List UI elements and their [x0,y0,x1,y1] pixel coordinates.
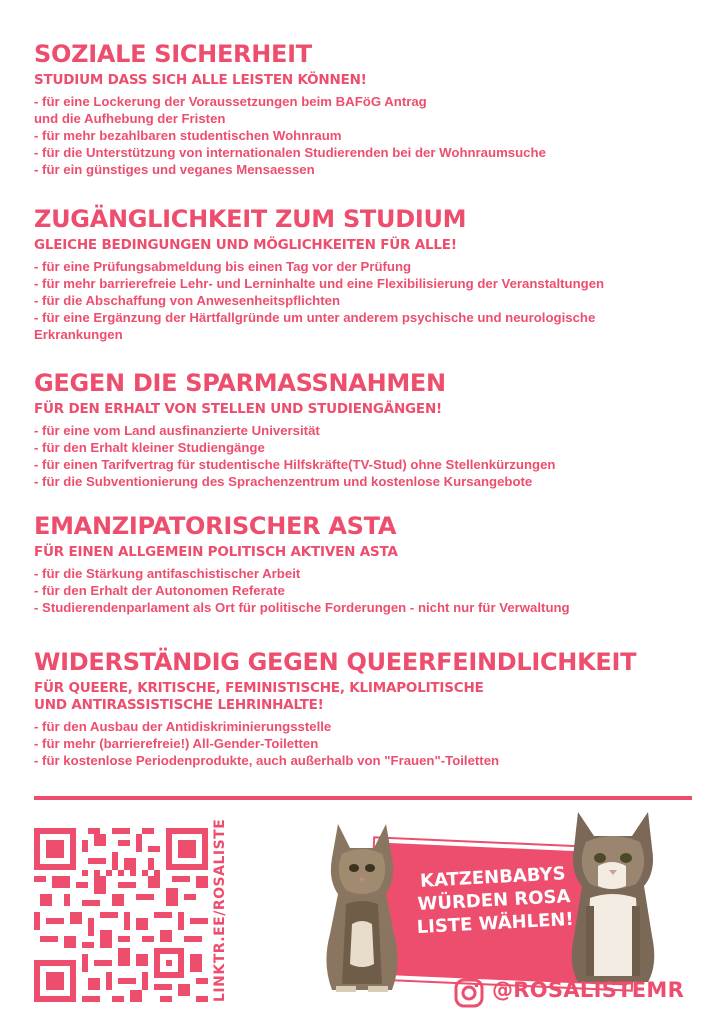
section-soziale-sicherheit [34,40,694,178]
list-item: und die Aufhebung der Fristen [34,111,226,126]
list-item: - für den Erhalt kleiner Studiengänge [34,440,265,455]
section-subtitle: FÜR DEN ERHALT VON STELLEN UND STUDIENGÄNGEN! [34,401,443,417]
section-title: ZUGÄNGLICHKEIT ZUM STUDIUM [34,205,467,233]
banner-line-2: WÜRDEN ROSA [417,886,571,915]
section-subtitle: FÜR EINEN ALLGEMEIN POLITISCH AKTIVEN ASTA [34,544,398,560]
list-item: Erkrankungen [34,327,123,342]
list-item: - für mehr bezahlbaren studentischen Wohnraum [34,128,342,143]
section-sparmassnahmen [34,369,694,490]
list-item: - für die Subventionierung des Sprachenzentrum und kostenlose Kursangebote [34,474,533,489]
section-subtitle: STUDIUM DASS SICH ALLE LEISTEN KÖNNEN! [34,72,367,88]
list-item: - für den Erhalt der Autonomen Referate [34,583,285,598]
section-subtitle: GLEICHE BEDINGUNGEN UND MÖGLICHKEITEN FÜR ALLE! [34,237,457,253]
list-item: - für eine Lockerung der Voraussetzungen beim BAFöG Antrag [34,94,427,109]
section-title: EMANZIPATORISCHER ASTA [34,512,397,540]
list-item: - für eine Ergänzung der Härtfallgründe um unter anderem psychische und neurologische [34,310,596,325]
divider [34,796,692,800]
section-emanzipatorischer-asta [34,512,694,616]
section-subtitle-line-2: UND ANTIRASSISTISCHE LEHRINHALTE! [34,697,324,713]
qr-code-icon[interactable] [34,828,208,1002]
kitten-photo-left [316,814,408,994]
section-queerfeindlichkeit [34,648,694,769]
list-item: - für mehr (barrierefreie!) All-Gender-Toiletten [34,736,319,751]
section-subtitle-line-1: FÜR QUEERE, KRITISCHE, FEMINISTISCHE, KLIMAPOLITISCHE [34,680,484,696]
linktree-url[interactable]: LINKTR.EE/ROSALISTE [212,818,228,1002]
instagram-link[interactable] [454,970,694,1014]
list-item: - für einen Tarifvertrag für studentische Hilfskräfte(TV-Stud) ohne Stellenkürzungen [34,457,556,472]
banner-line-1: KATZENBABYS [419,863,567,892]
list-item: - für ein günstiges und veganes Mensaessen [34,162,315,177]
banner-text [402,861,585,939]
list-item: - für den Ausbau der Antidiskriminierungsstelle [34,719,332,734]
section-title: GEGEN DIE SPARMASSNAHMEN [34,369,446,397]
list-item: - für die Unterstützung von internationalen Studierenden bei der Wohnraumsuche [34,145,546,160]
list-item: - für eine Prüfungsabmeldung bis einen Tag vor der Prüfung [34,259,412,274]
instagram-handle[interactable]: @ROSALISTEMR [492,978,685,1002]
list-item: - für eine vom Land ausfinanzierte Universität [34,423,320,438]
list-item: - Studierendenparlament als Ort für politische Forderungen - nicht nur für Verwaltung [34,600,570,615]
section-title: SOZIALE SICHERHEIT [34,40,312,68]
list-item: - für kostenlose Periodenprodukte, auch außerhalb von "Frauen"-Toiletten [34,753,500,768]
section-zugaenglichkeit [34,205,694,343]
banner-line-3: LISTE WÄHLEN! [416,908,575,939]
list-item: - für mehr barrierefreie Lehr- und Lerninhalte und eine Flexibilisierung der Veranstaltungen [34,276,605,291]
list-item: - für die Stärkung antifaschistischer Arbeit [34,566,301,581]
instagram-icon [454,978,484,1008]
section-title: WIDERSTÄNDIG GEGEN QUEERFEINDLICHKEIT [34,648,637,676]
list-item: - für die Abschaffung von Anwesenheitspflichten [34,293,341,308]
